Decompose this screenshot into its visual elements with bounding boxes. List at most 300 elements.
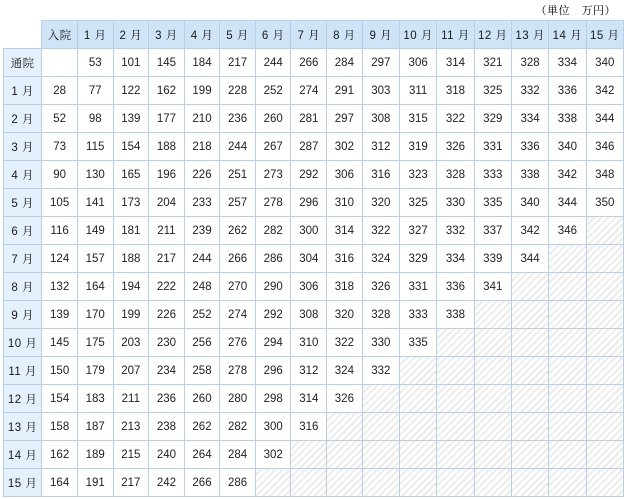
table-cell: 211 <box>113 385 149 413</box>
header-row <box>4 21 624 49</box>
row-header: 5 月 <box>4 189 42 217</box>
table-cell <box>586 413 623 441</box>
table-cell: 336 <box>437 273 474 301</box>
table-cell: 262 <box>220 217 256 245</box>
table-cell <box>511 413 548 441</box>
table-cell: 217 <box>220 49 256 77</box>
table-cell: 332 <box>362 357 399 385</box>
table-cell: 238 <box>149 413 185 441</box>
table-cell <box>586 245 623 273</box>
table-cell: 320 <box>327 301 363 329</box>
table-cell: 332 <box>511 77 548 105</box>
table-cell: 278 <box>220 357 256 385</box>
table-cell: 252 <box>184 301 220 329</box>
table-cell: 342 <box>586 77 623 105</box>
table-cell: 203 <box>113 329 149 357</box>
table-cell: 298 <box>255 385 291 413</box>
table-cell: 316 <box>327 245 363 273</box>
table-cell: 194 <box>113 273 149 301</box>
table-cell <box>511 273 548 301</box>
table-cell: 170 <box>77 301 113 329</box>
table-cell: 122 <box>113 77 149 105</box>
table-cell <box>474 301 511 329</box>
table-cell: 262 <box>184 413 220 441</box>
table-cell: 244 <box>184 245 220 273</box>
table-cell: 252 <box>255 77 291 105</box>
table-cell <box>511 469 548 497</box>
table-cell: 314 <box>437 49 474 77</box>
table-cell <box>399 385 436 413</box>
table-cell: 290 <box>255 273 291 301</box>
table-cell: 145 <box>42 329 78 357</box>
table-cell: 326 <box>362 273 399 301</box>
row-header: 15 月 <box>4 469 42 497</box>
table-cell <box>437 469 474 497</box>
table-cell <box>362 441 399 469</box>
table-cell: 273 <box>255 161 291 189</box>
table-cell: 188 <box>113 245 149 273</box>
table-cell <box>399 357 436 385</box>
table-cell: 337 <box>474 217 511 245</box>
table-cell: 105 <box>42 189 78 217</box>
table-cell: 346 <box>549 217 586 245</box>
table-cell: 300 <box>255 413 291 441</box>
table-cell: 222 <box>149 273 185 301</box>
table-cell <box>362 413 399 441</box>
table-cell: 328 <box>362 301 399 329</box>
table-cell <box>586 385 623 413</box>
table-cell: 228 <box>220 77 256 105</box>
table-cell <box>437 441 474 469</box>
table-cell: 348 <box>586 161 623 189</box>
table-cell: 282 <box>255 217 291 245</box>
table-cell: 303 <box>362 77 399 105</box>
table-cell: 162 <box>42 441 78 469</box>
table-cell: 311 <box>399 77 436 105</box>
table-cell: 150 <box>42 357 78 385</box>
table-cell <box>586 217 623 245</box>
table-cell: 101 <box>113 49 149 77</box>
table-cell <box>437 329 474 357</box>
column-header: 5 月 <box>220 21 256 49</box>
table-cell <box>474 329 511 357</box>
table-cell: 329 <box>474 105 511 133</box>
table-cell: 276 <box>220 329 256 357</box>
table-cell: 312 <box>362 133 399 161</box>
table-cell: 318 <box>437 77 474 105</box>
table-row <box>4 273 624 301</box>
table-cell: 28 <box>42 77 78 105</box>
table-corner-cell <box>4 21 42 49</box>
table-cell: 339 <box>474 245 511 273</box>
table-cell: 312 <box>291 357 327 385</box>
column-header: 入院 <box>42 21 78 49</box>
column-header: 7 月 <box>291 21 327 49</box>
table-cell <box>549 385 586 413</box>
table-cell: 258 <box>184 357 220 385</box>
table-cell: 242 <box>149 469 185 497</box>
table-cell <box>511 385 548 413</box>
table-cell: 260 <box>184 385 220 413</box>
table-cell: 336 <box>549 77 586 105</box>
table-header <box>4 21 624 49</box>
table-row <box>4 49 624 77</box>
table-cell <box>399 413 436 441</box>
table-cell <box>474 441 511 469</box>
table-cell: 154 <box>42 385 78 413</box>
row-header: 2 月 <box>4 105 42 133</box>
table-cell: 130 <box>77 161 113 189</box>
table-cell <box>437 413 474 441</box>
table-cell: 124 <box>42 245 78 273</box>
table-cell: 332 <box>437 217 474 245</box>
table-cell: 308 <box>291 301 327 329</box>
table-cell: 284 <box>327 49 363 77</box>
table-cell: 181 <box>113 217 149 245</box>
table-cell: 306 <box>399 49 436 77</box>
table-cell: 266 <box>220 245 256 273</box>
table-cell <box>549 245 586 273</box>
table-cell: 149 <box>77 217 113 245</box>
table-cell: 302 <box>327 133 363 161</box>
table-body <box>4 49 624 497</box>
table-cell: 334 <box>437 245 474 273</box>
column-header: 12 月 <box>474 21 511 49</box>
table-cell <box>42 49 78 77</box>
table-cell: 234 <box>149 357 185 385</box>
table-cell: 322 <box>327 329 363 357</box>
table-cell: 344 <box>586 105 623 133</box>
table-cell: 334 <box>511 105 548 133</box>
table-cell: 139 <box>113 105 149 133</box>
table-cell: 350 <box>586 189 623 217</box>
table-cell: 314 <box>327 217 363 245</box>
column-header: 1 月 <box>77 21 113 49</box>
table-cell: 328 <box>437 161 474 189</box>
table-cell: 334 <box>549 49 586 77</box>
table-cell: 226 <box>149 301 185 329</box>
table-cell: 270 <box>220 273 256 301</box>
table-cell <box>291 469 327 497</box>
table-cell: 236 <box>149 385 185 413</box>
row-header: 4 月 <box>4 161 42 189</box>
table-cell <box>586 469 623 497</box>
table-cell: 266 <box>291 49 327 77</box>
table-cell: 218 <box>184 133 220 161</box>
column-header: 13 月 <box>511 21 548 49</box>
table-cell: 165 <box>113 161 149 189</box>
table-cell <box>586 329 623 357</box>
table-cell: 264 <box>184 441 220 469</box>
table-cell: 236 <box>220 105 256 133</box>
table-cell <box>549 273 586 301</box>
table-cell: 52 <box>42 105 78 133</box>
table-cell <box>586 301 623 329</box>
table-cell <box>327 441 363 469</box>
table-cell: 141 <box>77 189 113 217</box>
table-cell: 244 <box>255 49 291 77</box>
table-cell: 297 <box>362 49 399 77</box>
table-cell: 239 <box>184 217 220 245</box>
table-row <box>4 413 624 441</box>
table-cell: 284 <box>220 441 256 469</box>
table-cell: 175 <box>77 329 113 357</box>
table-cell: 77 <box>77 77 113 105</box>
table-cell: 340 <box>511 189 548 217</box>
table-cell: 233 <box>184 189 220 217</box>
table-row <box>4 469 624 497</box>
table-cell: 314 <box>291 385 327 413</box>
table-cell: 132 <box>42 273 78 301</box>
table-cell <box>399 441 436 469</box>
column-header: 10 月 <box>399 21 436 49</box>
table-cell: 296 <box>291 189 327 217</box>
table-cell: 325 <box>474 77 511 105</box>
row-header: 11 月 <box>4 357 42 385</box>
table-cell: 145 <box>149 49 185 77</box>
table-cell: 292 <box>291 161 327 189</box>
table-cell: 338 <box>549 105 586 133</box>
table-cell: 230 <box>149 329 185 357</box>
table-cell: 173 <box>113 189 149 217</box>
row-header: 9 月 <box>4 301 42 329</box>
table-cell: 154 <box>113 133 149 161</box>
table-cell <box>399 469 436 497</box>
table-cell <box>586 357 623 385</box>
table-cell: 191 <box>77 469 113 497</box>
table-cell: 248 <box>184 273 220 301</box>
table-cell <box>362 469 399 497</box>
table-cell: 291 <box>327 77 363 105</box>
table-cell: 338 <box>511 161 548 189</box>
column-header: 14 月 <box>549 21 586 49</box>
column-header: 9 月 <box>362 21 399 49</box>
table-cell: 335 <box>474 189 511 217</box>
table-cell: 217 <box>149 245 185 273</box>
table-cell <box>291 441 327 469</box>
table-row <box>4 357 624 385</box>
table-row <box>4 385 624 413</box>
table-cell: 274 <box>220 301 256 329</box>
row-header: 通院 <box>4 49 42 77</box>
table-cell: 316 <box>362 161 399 189</box>
table-cell <box>549 469 586 497</box>
table-cell <box>474 469 511 497</box>
table-cell: 304 <box>291 245 327 273</box>
row-header: 12 月 <box>4 385 42 413</box>
row-header: 8 月 <box>4 273 42 301</box>
column-header: 8 月 <box>327 21 363 49</box>
table-cell: 257 <box>220 189 256 217</box>
table-cell: 326 <box>437 133 474 161</box>
table-cell <box>549 329 586 357</box>
table-cell <box>327 469 363 497</box>
table-cell <box>549 441 586 469</box>
table-cell: 322 <box>437 105 474 133</box>
table-cell: 340 <box>586 49 623 77</box>
row-header: 10 月 <box>4 329 42 357</box>
table-cell: 157 <box>77 245 113 273</box>
table-cell: 199 <box>113 301 149 329</box>
table-cell: 204 <box>149 189 185 217</box>
table-cell: 213 <box>113 413 149 441</box>
table-cell: 327 <box>399 217 436 245</box>
table-row <box>4 329 624 357</box>
table-cell: 297 <box>327 105 363 133</box>
table-cell: 278 <box>255 189 291 217</box>
table-cell: 217 <box>113 469 149 497</box>
table-cell: 139 <box>42 301 78 329</box>
table-cell <box>586 441 623 469</box>
table-cell: 310 <box>291 329 327 357</box>
table-cell: 207 <box>113 357 149 385</box>
table-cell: 164 <box>42 469 78 497</box>
row-header: 6 月 <box>4 217 42 245</box>
table-cell: 346 <box>586 133 623 161</box>
table-cell: 274 <box>291 77 327 105</box>
table-cell: 342 <box>511 217 548 245</box>
table-cell: 308 <box>362 105 399 133</box>
table-cell <box>437 385 474 413</box>
table-cell: 183 <box>77 385 113 413</box>
table-row <box>4 245 624 273</box>
table-cell: 177 <box>149 105 185 133</box>
table-cell: 210 <box>184 105 220 133</box>
table-cell: 321 <box>474 49 511 77</box>
table-cell: 184 <box>184 49 220 77</box>
table-cell: 335 <box>399 329 436 357</box>
table-cell <box>549 357 586 385</box>
row-header: 1 月 <box>4 77 42 105</box>
table-cell: 333 <box>399 301 436 329</box>
table-cell: 53 <box>77 49 113 77</box>
table-cell: 340 <box>549 133 586 161</box>
table-cell: 330 <box>362 329 399 357</box>
table-cell: 341 <box>474 273 511 301</box>
table-cell: 306 <box>327 161 363 189</box>
table-cell: 322 <box>362 217 399 245</box>
table-cell: 179 <box>77 357 113 385</box>
row-header: 3 月 <box>4 133 42 161</box>
table-cell: 329 <box>399 245 436 273</box>
table-cell <box>586 273 623 301</box>
table-cell <box>511 301 548 329</box>
table-cell: 300 <box>291 217 327 245</box>
table-cell <box>511 329 548 357</box>
table-cell: 336 <box>511 133 548 161</box>
table-cell: 302 <box>255 441 291 469</box>
table-cell: 215 <box>113 441 149 469</box>
table-cell: 240 <box>149 441 185 469</box>
table-cell: 188 <box>149 133 185 161</box>
unit-note: （単位 万円） <box>535 5 616 17</box>
table-cell: 323 <box>399 161 436 189</box>
table-cell: 294 <box>255 329 291 357</box>
table-cell: 331 <box>399 273 436 301</box>
table-cell: 324 <box>362 245 399 273</box>
column-header: 6 月 <box>255 21 291 49</box>
table-cell: 318 <box>327 273 363 301</box>
row-header: 7 月 <box>4 245 42 273</box>
table-cell: 211 <box>149 217 185 245</box>
compensation-matrix-table <box>3 20 624 497</box>
table-cell: 342 <box>549 161 586 189</box>
column-header: 3 月 <box>149 21 185 49</box>
table-cell: 164 <box>77 273 113 301</box>
table-cell <box>362 385 399 413</box>
table-cell: 296 <box>255 357 291 385</box>
table-cell <box>327 413 363 441</box>
table-cell: 338 <box>437 301 474 329</box>
table-row <box>4 441 624 469</box>
table-cell <box>511 357 548 385</box>
table-cell: 251 <box>220 161 256 189</box>
table-cell: 162 <box>149 77 185 105</box>
table-row <box>4 105 624 133</box>
table-cell <box>549 301 586 329</box>
table-cell: 287 <box>291 133 327 161</box>
table-cell: 98 <box>77 105 113 133</box>
table-cell: 319 <box>399 133 436 161</box>
table-row <box>4 161 624 189</box>
table-cell <box>549 413 586 441</box>
table-cell: 326 <box>327 385 363 413</box>
table-cell: 333 <box>474 161 511 189</box>
column-header: 4 月 <box>184 21 220 49</box>
table-cell: 310 <box>327 189 363 217</box>
table-row <box>4 77 624 105</box>
table-cell <box>474 357 511 385</box>
table-cell: 286 <box>255 245 291 273</box>
table-row <box>4 301 624 329</box>
table-cell: 306 <box>291 273 327 301</box>
column-header: 15 月 <box>586 21 623 49</box>
table-cell: 281 <box>291 105 327 133</box>
table-cell: 189 <box>77 441 113 469</box>
table-cell: 158 <box>42 413 78 441</box>
table-row <box>4 133 624 161</box>
column-header: 11 月 <box>437 21 474 49</box>
table-cell: 73 <box>42 133 78 161</box>
table-cell: 344 <box>549 189 586 217</box>
table-cell: 344 <box>511 245 548 273</box>
table-cell <box>474 413 511 441</box>
table-row <box>4 189 624 217</box>
table-cell: 116 <box>42 217 78 245</box>
table-cell: 90 <box>42 161 78 189</box>
table-cell: 266 <box>184 469 220 497</box>
row-header: 13 月 <box>4 413 42 441</box>
column-header: 2 月 <box>113 21 149 49</box>
row-header: 14 月 <box>4 441 42 469</box>
table-cell: 282 <box>220 413 256 441</box>
table-cell: 331 <box>474 133 511 161</box>
table-cell: 325 <box>399 189 436 217</box>
table-cell: 316 <box>291 413 327 441</box>
table-cell: 115 <box>77 133 113 161</box>
table-cell: 256 <box>184 329 220 357</box>
table-cell: 187 <box>77 413 113 441</box>
table-cell <box>511 441 548 469</box>
table-cell: 226 <box>184 161 220 189</box>
table-cell: 244 <box>220 133 256 161</box>
table-cell: 328 <box>511 49 548 77</box>
table-cell: 267 <box>255 133 291 161</box>
table-cell: 292 <box>255 301 291 329</box>
table-cell: 260 <box>255 105 291 133</box>
table-row <box>4 217 624 245</box>
table-cell <box>474 385 511 413</box>
